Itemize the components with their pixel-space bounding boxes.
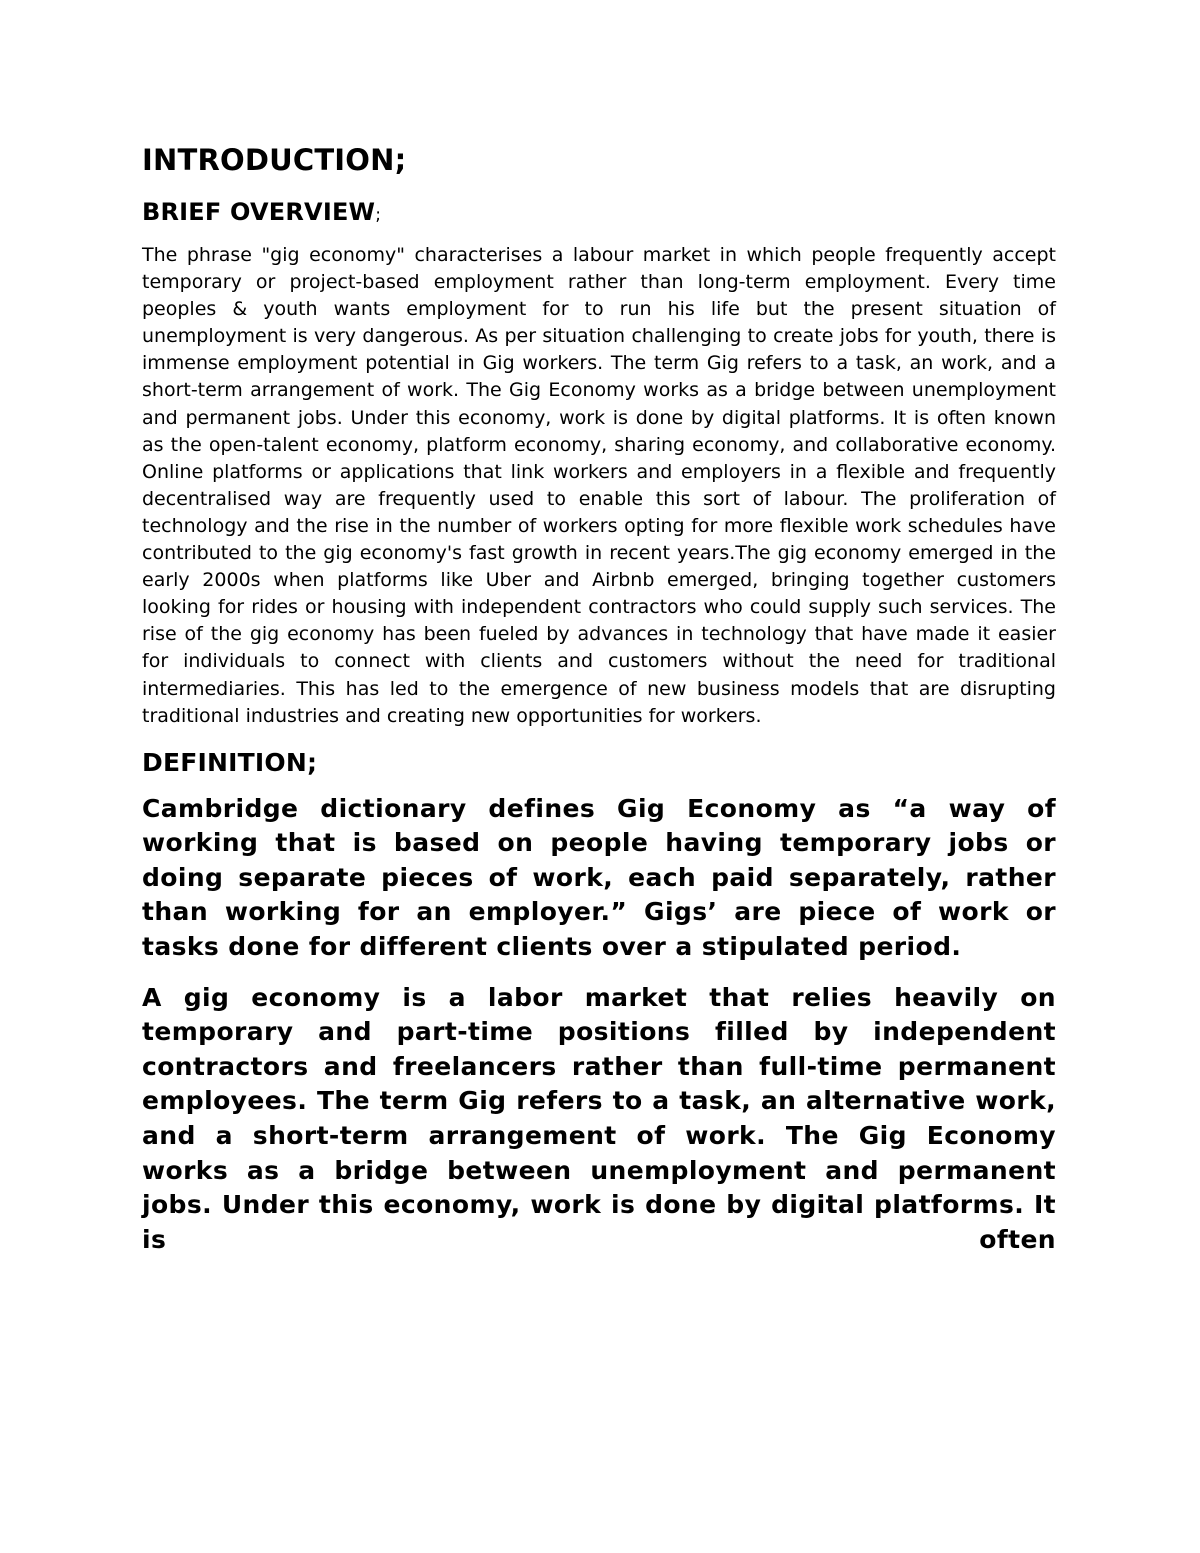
page-content bbox=[142, 140, 1056, 1257]
definition-paragraph-gig-economy: A gig economy is a labor market that relies heavily on temporary and part-time positions filled by independent contractors and freelancers rather than full-time permanent employees. The term Gig refers to a task, an alternative work, and a short-term arrangement of work. The Gig Economy works as a bridge between unemployment and permanent jobs. Under this economy, work is done by digital platforms. It is often bbox=[142, 982, 1056, 1254]
introduction-heading: INTRODUCTION; bbox=[142, 143, 407, 177]
overview-paragraph: The phrase "gig economy" characterises a labour market in which people frequently accept temporary or project-based employment rather than long-term employment. Every time peoples & youth wants employment for to run his life but the present situation of unemployment is very dangerous. As per situation challenging to create jobs for youth, there is immense employment potential in Gig workers. The term Gig refers to a task, an work, and a short-term arrangement of work. The Gig Economy works as a bridge between unemployment and permanent jobs. Under this economy, work is done by digital platforms. It is often known as the open-talent economy, platform economy, sharing economy, and collaborative economy. Online platforms or applications that link workers and employers in a flexible and frequently decentralised way are frequently used to enable this sort of labour. The proliferation of technology and the rise in the number of workers opting for more flexible work schedules have contributed to the gig economy's fast growth in recent years.The gig economy emerged in the early 2000s when platforms like Uber and Airbnb emerged, bringing together customers looking for rides or housing with independent contractors who could supply such services. The rise of the gig economy has been fueled by advances in technology that have made it easier for individuals to connect with clients and customers without the need for traditional intermediaries. This has led to the emergence of new business models that are disrupting traditional industries and creating new opportunities for workers. bbox=[142, 244, 1056, 727]
brief-overview-heading-text: BRIEF OVERVIEW bbox=[142, 198, 376, 226]
brief-overview-heading bbox=[142, 195, 1056, 232]
brief-overview-heading-punctuation: ; bbox=[375, 205, 382, 225]
definition-heading: DEFINITION; bbox=[142, 747, 318, 777]
definition-paragraph-cambridge: Cambridge dictionary defines Gig Economy as “a way of working that is based on people having temporary jobs or doing separate pieces of work, each paid separately, rather than working for an employer.” Gigs’ are piece of work or tasks done for different clients over a stipulated period. bbox=[142, 793, 1056, 962]
